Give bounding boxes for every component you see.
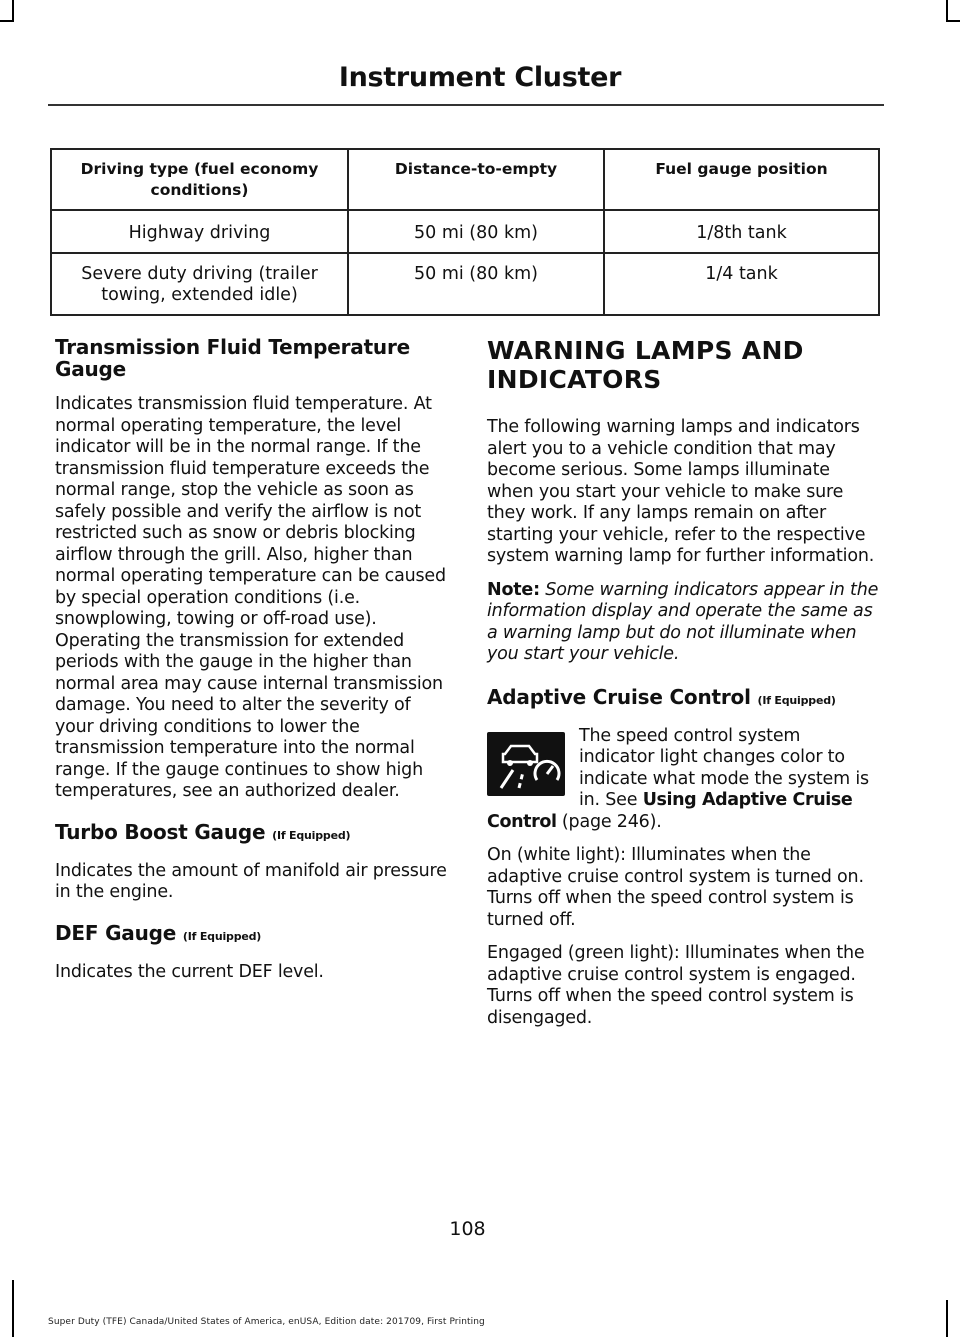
table-header-cell: Fuel gauge position <box>604 149 879 210</box>
def-heading <box>55 922 447 948</box>
acc-text-lead: The speed control system indicator light changes color to indicate what mode the system is in. See <box>579 725 869 810</box>
acc-reference-page: (page 246). <box>556 811 662 832</box>
adaptive-cruise-control-icon <box>487 732 565 796</box>
table-cell: 1/8th tank <box>604 210 879 253</box>
intro-paragraph: The following warning lamps and indicators alert you to a vehicle condition that may become serious. Some lamps illuminate when you start your vehicle to make sure they work. If any lamps remain on after starting your vehicle, refer to the respective system warning lamp for further information. <box>487 417 875 566</box>
turbo-body: Indicates the amount of manifold air pressure in the engine. <box>55 860 447 902</box>
left-column <box>55 336 447 995</box>
table-header-row <box>51 149 879 210</box>
fuel-table <box>50 148 880 316</box>
crop-mark <box>946 0 948 20</box>
table-header-cell: Driving type (fuel economy conditions) <box>51 149 348 210</box>
section-title: WARNING LAMPS AND INDICATORS <box>487 336 804 394</box>
acc-block <box>487 726 879 1030</box>
turbo-heading-text: Turbo Boost Gauge <box>55 819 266 844</box>
table-row <box>51 253 879 315</box>
acc-qualifier: (If Equipped) <box>757 693 836 707</box>
acc-engaged-paragraph: Engaged (green light): Illuminates when the adaptive cruise control system is engaged. Turns off when the speed control system is disengaged. <box>487 943 865 1028</box>
turbo-heading <box>55 821 447 847</box>
right-column <box>487 336 879 1041</box>
crop-mark <box>946 1300 948 1337</box>
acc-reference-link[interactable]: Using Adaptive Cruise Control <box>487 790 853 832</box>
crop-mark <box>12 1280 14 1337</box>
page-footer: Super Duty (TFE) Canada/United States of America, enUSA, Edition date: 201709, First Printing <box>48 1317 485 1327</box>
transmission-body: Indicates transmission fluid temperature. At normal operating temperature, the level indicator will be in the normal range. If the transmission fluid temperature exceeds the normal range, stop the vehicle as soon as safely possible and verify the airflow is not restricted such as snow or debris blocking airflow through the grill. Also, higher than normal operating temperature can be caused by special operation conditions (i.e. snowplowing, towing or off-road use). Operating the transmission for extended periods with the gauge in the higher than normal area may cause internal transmission damage. You need to alter the severity of your driving conditions to lower the transmission temperature into the normal range. If the gauge continues to show high temperatures, see an authorized dealer. <box>55 394 446 801</box>
note-text: Some warning indicators appear in the information display and operate the same as a warning lamp but do not illuminate when you start your vehicle. <box>487 579 879 664</box>
header-divider <box>48 104 884 106</box>
page-title: Instrument Cluster <box>338 62 622 93</box>
crop-mark <box>946 20 960 22</box>
def-body: Indicates the current DEF level. <box>55 961 324 982</box>
turbo-qualifier: (If Equipped) <box>272 828 351 842</box>
note-label: Note: <box>487 579 540 600</box>
table-cell: Highway driving <box>51 210 348 253</box>
def-qualifier: (If Equipped) <box>182 929 262 943</box>
table-cell: 1/4 tank <box>604 253 879 315</box>
acc-heading <box>487 686 879 712</box>
table-row <box>51 210 879 253</box>
crop-mark <box>12 0 14 20</box>
transmission-heading: Transmission Fluid Temperature Gauge <box>55 335 410 381</box>
acc-on-paragraph: On (white light): Illuminates when the adaptive cruise control system is turned on. Turns off when the speed control system is turned off. <box>487 845 864 930</box>
crop-mark <box>0 20 14 22</box>
table-cell: 50 mi (80 km) <box>348 210 604 253</box>
def-heading-text: DEF Gauge <box>55 920 177 945</box>
acc-heading-text: Adaptive Cruise Control <box>487 684 751 709</box>
table-cell: 50 mi (80 km) <box>348 253 604 315</box>
note-paragraph <box>487 580 879 666</box>
page-number: 108 <box>449 1218 486 1240</box>
table-cell: Severe duty driving (trailer towing, extended idle) <box>51 253 348 315</box>
table-header-cell: Distance-to-empty <box>348 149 604 210</box>
